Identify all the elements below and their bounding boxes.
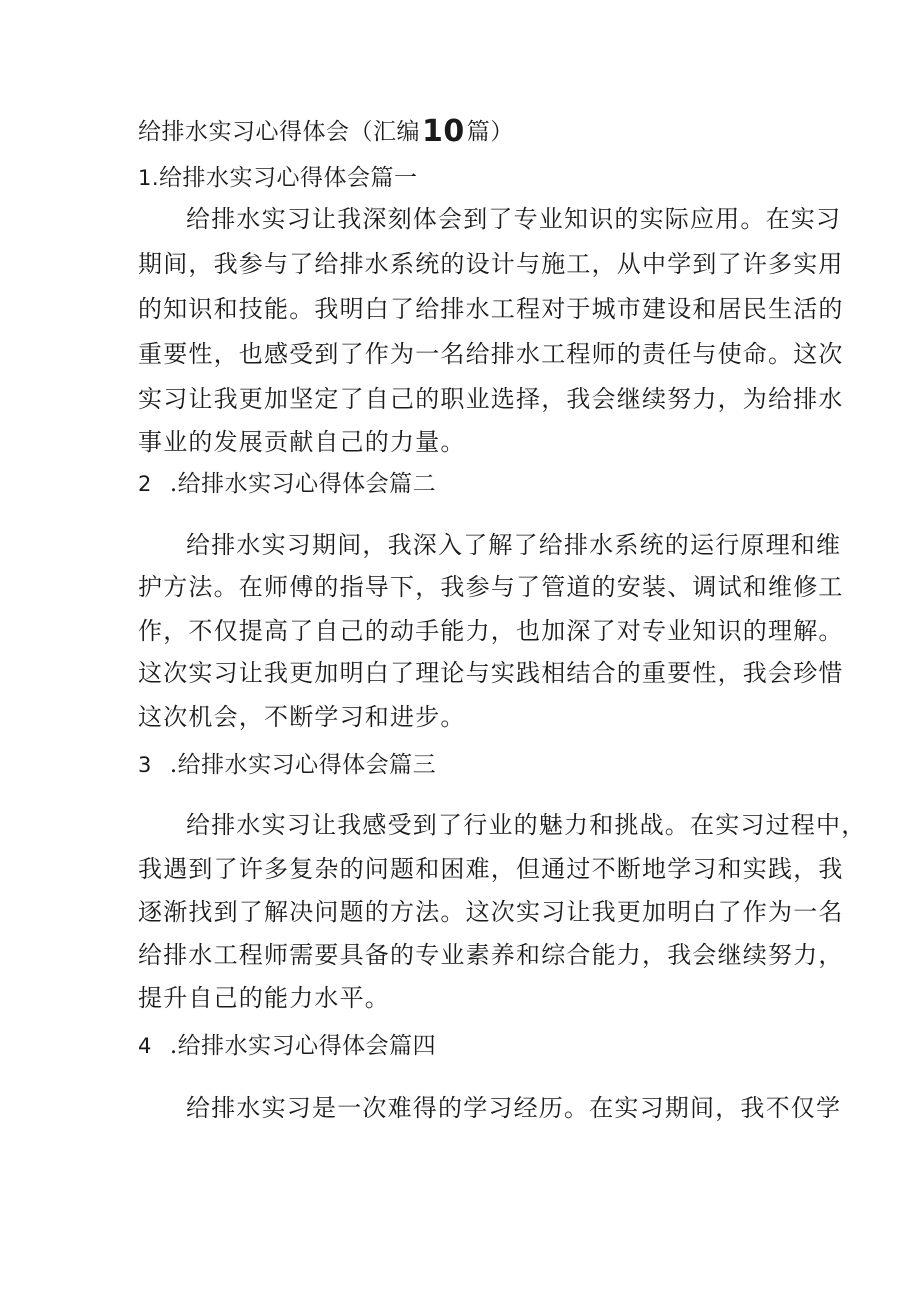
paragraph-line: 我遇到了许多复杂的问题和困难，但通过不断地学习和实践，我 [138, 855, 844, 883]
section-heading-text: .给排水实习心得体会篇三 [169, 752, 437, 778]
paragraph-line: 给排水实习期间，我深入了解了给排水系统的运行原理和维 [186, 531, 842, 559]
title-number: 10 [422, 114, 465, 149]
title-suffix: 篇） [466, 119, 514, 145]
section-heading-4 [138, 1034, 436, 1058]
paragraph-line: 的知识和技能。我明白了给排水工程对于城市建设和居民生活的 [138, 295, 844, 323]
title-prefix: 给排水实习心得体会（汇编 [138, 119, 420, 145]
section-heading-2 [138, 472, 436, 496]
paragraph-line: 给排水工程师需要具备的专业素养和综合能力，我会继续努力， [138, 941, 844, 969]
section-heading-text: .给排水实习心得体会篇四 [169, 1033, 437, 1059]
section-number: 3 [138, 753, 152, 777]
paragraph-line: 护方法。在师傅的指导下，我参与了管道的安装、调试和维修工 [138, 573, 844, 601]
section-number: 1. [138, 166, 160, 190]
paragraph-line: 实习让我更加坚定了自己的职业选择，我会继续努力，为给排水 [138, 385, 844, 413]
section-heading-text: .给排水实习心得体会篇二 [169, 471, 437, 497]
paragraph-line: 期间，我参与了给排水系统的设计与施工，从中学到了许多实用 [138, 250, 844, 278]
paragraph-line: 给排水实习是一次难得的学习经历。在实习期间，我不仅学 [186, 1094, 842, 1122]
paragraph-line: 提升自己的能力水平。 [138, 984, 390, 1012]
document-title [138, 114, 514, 149]
section-number: 4 [138, 1034, 152, 1058]
paragraph-line: 给排水实习让我深刻体会到了专业知识的实际应用。在实习 [186, 205, 842, 233]
paragraph-line: 给排水实习让我感受到了行业的魅力和挑战。在实习过程中， [186, 811, 867, 839]
paragraph-line: 这次实习让我更加明白了理论与实践相结合的重要性，我会珍惜 [138, 659, 844, 687]
paragraph-line: 事业的发展贡献自己的力量。 [138, 428, 466, 456]
paragraph-line: 重要性，也感受到了作为一名给排水工程师的责任与使命。这次 [138, 340, 844, 368]
paragraph-line: 这次机会，不断学习和进步。 [138, 703, 466, 731]
section-heading-text: 给排水实习心得体会篇一 [159, 165, 418, 191]
paragraph-line: 作，不仅提高了自己的动手能力，也加深了对专业知识的理解。 [138, 617, 844, 645]
section-heading-3 [138, 753, 436, 777]
section-heading-1 [138, 166, 418, 190]
section-number: 2 [138, 472, 152, 496]
paragraph-line: 逐渐找到了解决问题的方法。这次实习让我更加明白了作为一名 [138, 898, 844, 926]
